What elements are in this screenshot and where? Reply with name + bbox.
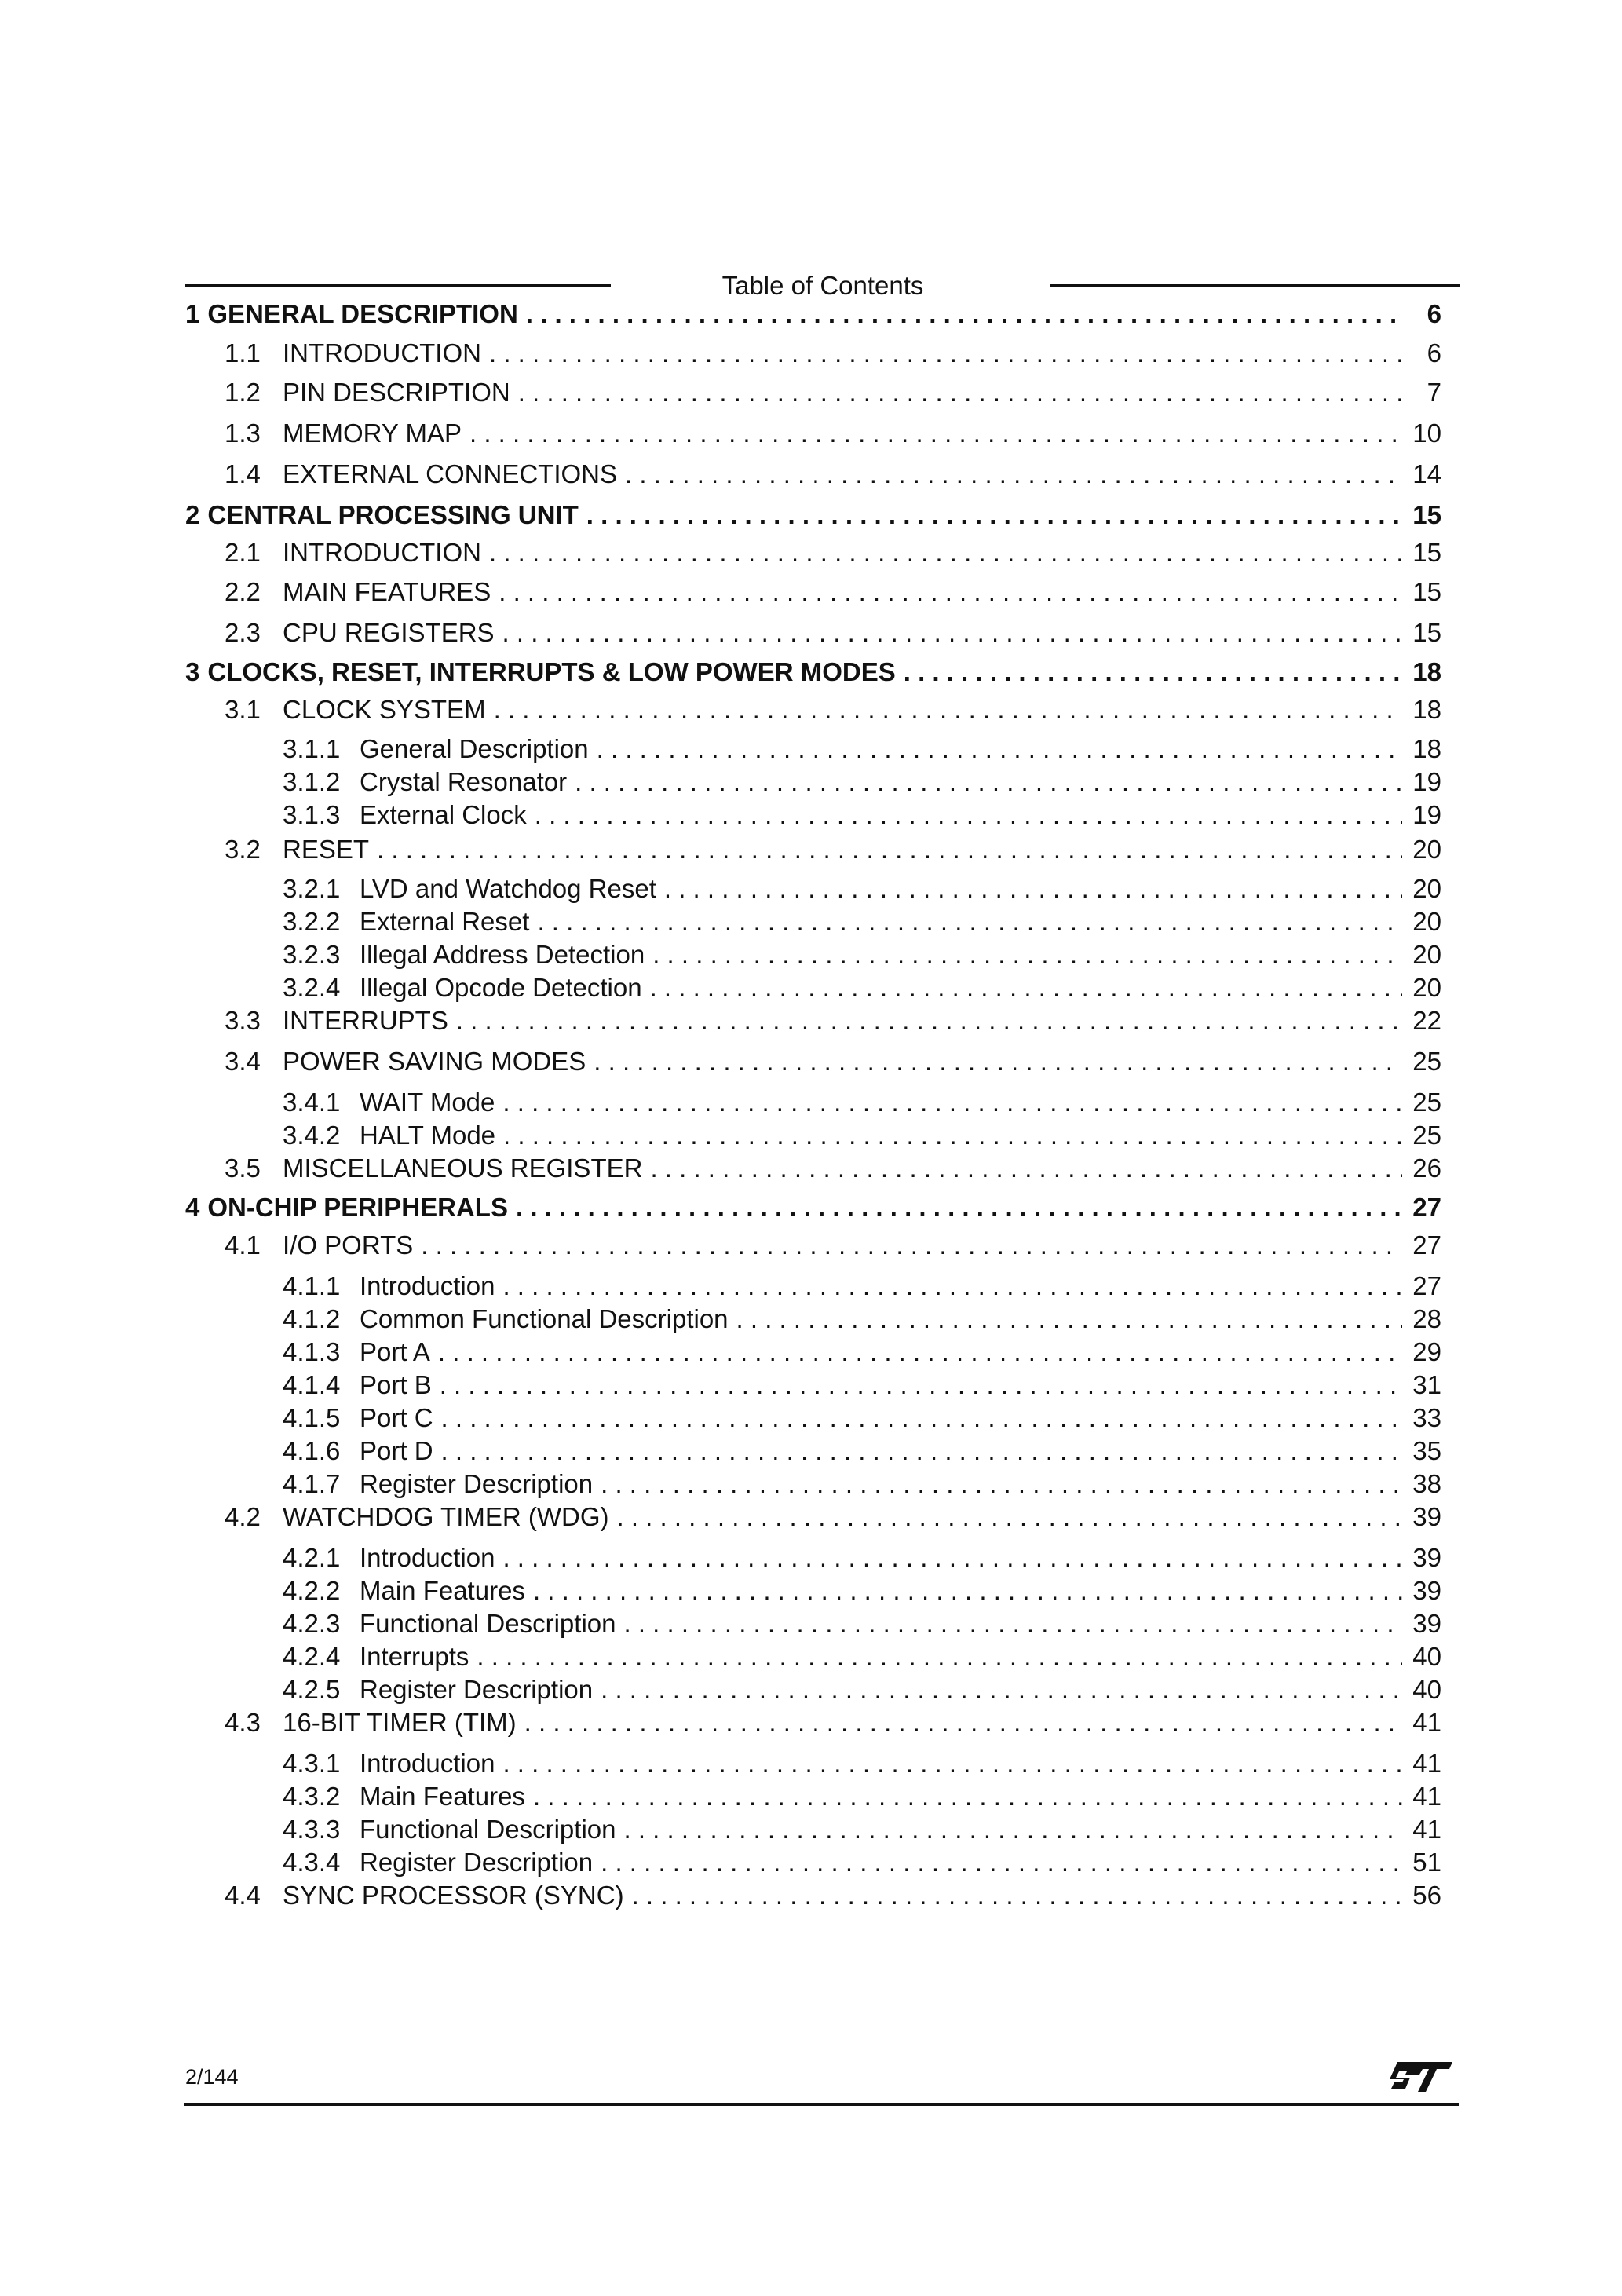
dot-leader <box>617 1502 1403 1532</box>
toc-entry-page: 51 <box>1412 1848 1441 1877</box>
dot-leader <box>597 734 1402 764</box>
dot-leader <box>456 1006 1402 1036</box>
toc-entry-title: LVD and Watchdog Reset <box>360 874 656 903</box>
footer-page-number: 2/144 <box>185 2065 239 2089</box>
toc-entry[interactable] <box>185 656 1441 688</box>
toc-entry-number: 4.3.4 <box>283 1848 341 1877</box>
toc-entry-title: Introduction <box>360 1271 495 1300</box>
toc-entry[interactable] <box>225 1005 1441 1036</box>
toc-entry-page: 19 <box>1412 800 1441 829</box>
toc-entry-page: 27 <box>1412 1271 1441 1300</box>
toc-entry[interactable] <box>283 1781 1441 1812</box>
toc-entry[interactable] <box>283 1270 1441 1302</box>
st-logo-icon <box>1390 2059 1454 2095</box>
dot-leader <box>533 1782 1402 1812</box>
toc-entry[interactable] <box>185 298 1441 330</box>
toc-entry-title: Main Features <box>360 1576 525 1605</box>
toc-entry-number: 2.2 <box>225 577 261 606</box>
toc-entry-title: Interrupts <box>360 1642 469 1671</box>
toc-entry-number: 4.2.2 <box>283 1576 341 1605</box>
toc-entry-title: Illegal Address Detection <box>360 940 645 969</box>
toc-entry-title: CLOCKS, RESET, INTERRUPTS & LOW POWER MODES <box>207 657 896 686</box>
toc-entry-title: Crystal Resonator <box>360 767 568 796</box>
toc-entry-title: External Reset <box>360 907 530 936</box>
toc-entry-title: Port D <box>360 1436 433 1465</box>
toc-entry-number: 3.1.3 <box>283 800 341 829</box>
toc-entry-page: 20 <box>1412 874 1441 903</box>
toc-entry-number: 2 <box>185 500 200 529</box>
toc-entry-page: 20 <box>1412 835 1441 864</box>
toc-entry-title: Main Features <box>360 1782 525 1811</box>
toc-entry-page: 20 <box>1412 940 1441 969</box>
toc-entry-number: 4.1.5 <box>283 1403 341 1432</box>
dot-leader <box>477 1642 1402 1672</box>
toc-entry-page: 7 <box>1427 378 1441 407</box>
dot-leader <box>526 299 1402 329</box>
toc-entry-title: CENTRAL PROCESSING UNIT <box>207 500 579 529</box>
toc-entry[interactable] <box>225 1153 1441 1184</box>
toc-entry-title: WAIT Mode <box>360 1088 495 1117</box>
dot-leader <box>489 338 1402 368</box>
toc-entry-number: 4.4 <box>225 1881 261 1910</box>
toc-entry-page: 20 <box>1412 973 1441 1002</box>
dot-leader <box>438 1337 1402 1367</box>
toc-entry-page: 19 <box>1412 767 1441 796</box>
dot-leader <box>533 1576 1402 1606</box>
dot-leader <box>441 1436 1402 1466</box>
toc-entry-title: HALT Mode <box>360 1121 496 1150</box>
toc-entry-title: INTERRUPTS <box>283 1006 448 1035</box>
toc-entry-number: 4.1.7 <box>283 1469 341 1498</box>
toc-entry-number: 1.2 <box>225 378 261 407</box>
toc-entry-page: 15 <box>1412 577 1441 606</box>
toc-entry-number: 4.3.1 <box>283 1749 341 1778</box>
toc-entry-page: 15 <box>1412 538 1441 567</box>
toc-entry-number: 4.1.4 <box>283 1370 341 1399</box>
toc-entry-number: 3 <box>185 657 200 686</box>
toc-entry-number: 4.1.2 <box>283 1304 341 1333</box>
dot-leader <box>469 419 1402 448</box>
dot-leader <box>535 800 1402 830</box>
dot-leader <box>904 657 1402 687</box>
dot-leader <box>524 1708 1402 1738</box>
toc-entry-page: 35 <box>1412 1436 1441 1465</box>
dot-leader <box>502 618 1402 648</box>
toc-entry-number: 4 <box>185 1193 200 1222</box>
toc-entry-title: POWER SAVING MODES <box>283 1047 586 1076</box>
dot-leader <box>377 835 1402 865</box>
dot-leader <box>502 1543 1402 1573</box>
toc-entry-page: 39 <box>1412 1609 1441 1638</box>
toc-entry[interactable] <box>225 1707 1441 1738</box>
toc-entry-number: 1.4 <box>225 459 261 488</box>
toc-entry-title: SYNC PROCESSOR (SYNC) <box>283 1881 624 1910</box>
toc-entry-number: 4.1.3 <box>283 1337 341 1366</box>
dot-leader <box>503 1121 1402 1150</box>
toc-entry[interactable] <box>225 694 1441 726</box>
toc-entry[interactable] <box>283 972 1441 1004</box>
toc-entry-page: 18 <box>1412 695 1441 724</box>
dot-leader <box>586 500 1402 530</box>
toc-entry-title: I/O PORTS <box>283 1230 414 1260</box>
toc-entry-number: 4.1.6 <box>283 1436 341 1465</box>
toc-entry[interactable] <box>283 1468 1441 1500</box>
toc-entry[interactable] <box>283 1814 1441 1845</box>
dot-leader <box>650 1153 1402 1183</box>
toc-entry-page: 10 <box>1412 419 1441 448</box>
toc-entry-title: ON-CHIP PERIPHERALS <box>207 1193 508 1222</box>
toc-entry[interactable] <box>283 939 1441 971</box>
toc-entry[interactable] <box>283 1674 1441 1706</box>
toc-entry-page: 27 <box>1412 1230 1441 1260</box>
toc-entry-number: 3.2.2 <box>283 907 341 936</box>
toc-entry[interactable] <box>283 766 1441 798</box>
toc-entry-title: Functional Description <box>360 1609 616 1638</box>
toc-entry-page: 25 <box>1412 1047 1441 1076</box>
toc-entry-number: 2.3 <box>225 618 261 647</box>
toc-entry-title: General Description <box>360 734 589 763</box>
toc-entry-number: 4.2 <box>225 1502 261 1531</box>
toc-entry[interactable] <box>283 1336 1441 1368</box>
toc-entry-page: 15 <box>1412 618 1441 647</box>
toc-entry-page: 40 <box>1412 1675 1441 1704</box>
toc-entry-number: 1.3 <box>225 419 261 448</box>
toc-entry-page: 25 <box>1412 1088 1441 1117</box>
toc-entry-page: 39 <box>1412 1502 1441 1531</box>
toc-entry[interactable] <box>283 1575 1441 1607</box>
toc-entry[interactable] <box>283 1641 1441 1673</box>
toc-entry[interactable] <box>283 1087 1441 1118</box>
dot-leader <box>664 874 1402 904</box>
toc-entry[interactable] <box>283 733 1441 765</box>
toc-entry[interactable] <box>283 1369 1441 1401</box>
toc-entry-number: 3.4.2 <box>283 1121 341 1150</box>
toc-entry-title: Introduction <box>360 1749 495 1778</box>
toc-entry-page: 27 <box>1412 1193 1441 1222</box>
toc-entry-title: CLOCK SYSTEM <box>283 695 486 724</box>
toc-entry-title: GENERAL DESCRIPTION <box>207 299 518 328</box>
dot-leader <box>601 1675 1402 1705</box>
toc-entry[interactable] <box>185 1192 1441 1223</box>
toc-entry[interactable] <box>225 338 1441 369</box>
toc-entry-number: 3.2 <box>225 835 261 864</box>
toc-entry-title: Illegal Opcode Detection <box>360 973 642 1002</box>
toc-entry-number: 3.5 <box>225 1153 261 1183</box>
dot-leader <box>632 1881 1402 1910</box>
toc-entry-title: Register Description <box>360 1675 594 1704</box>
page-title: Table of Contents <box>721 271 924 300</box>
toc-entry[interactable] <box>225 1046 1441 1077</box>
toc-entry-page: 18 <box>1412 657 1441 686</box>
toc-entry-number: 1.1 <box>225 338 261 367</box>
dot-leader <box>736 1304 1402 1334</box>
toc-entry-number: 4.1 <box>225 1230 261 1260</box>
toc-entry-title: Register Description <box>360 1469 594 1498</box>
toc-entry-title: External Clock <box>360 800 527 829</box>
toc-entry-title: Register Description <box>360 1848 594 1877</box>
toc-entry-number: 3.2.3 <box>283 940 341 969</box>
toc-entry-page: 22 <box>1412 1006 1441 1035</box>
toc-entry-number: 2.1 <box>225 538 261 567</box>
toc-entry-number: 3.2.1 <box>283 874 341 903</box>
toc-entry-number: 3.1 <box>225 695 261 724</box>
toc-entry[interactable] <box>283 1847 1441 1878</box>
toc-entry-page: 18 <box>1412 734 1441 763</box>
toc-entry-title: EXTERNAL CONNECTIONS <box>283 459 618 488</box>
toc-entry-number: 4.3.3 <box>283 1815 341 1844</box>
dot-leader <box>601 1469 1402 1499</box>
toc-entry-page: 6 <box>1427 299 1441 328</box>
toc-entry-title: MISCELLANEOUS REGISTER <box>283 1153 643 1183</box>
toc-entry[interactable] <box>225 459 1441 490</box>
toc-entry-number: 3.1.2 <box>283 767 341 796</box>
toc-entry-page: 28 <box>1412 1304 1441 1333</box>
toc-entry-page: 39 <box>1412 1576 1441 1605</box>
toc-entry-page: 41 <box>1412 1815 1441 1844</box>
toc-entry-title: Port C <box>360 1403 433 1432</box>
toc-entry[interactable] <box>225 377 1441 408</box>
dot-leader <box>441 1403 1402 1433</box>
toc-entry-number: 4.1.1 <box>283 1271 341 1300</box>
toc-entry-page: 33 <box>1412 1403 1441 1432</box>
dot-leader <box>625 459 1402 489</box>
toc-entry-page: 56 <box>1412 1881 1441 1910</box>
toc-entry-title: Port A <box>360 1337 430 1366</box>
toc-entry-page: 31 <box>1412 1370 1441 1399</box>
toc-entry-title: PIN DESCRIPTION <box>283 378 510 407</box>
toc-entry-number: 4.3 <box>225 1708 261 1737</box>
toc-entry[interactable] <box>283 1120 1441 1151</box>
toc-entry-number: 3.3 <box>225 1006 261 1035</box>
toc-entry[interactable] <box>225 576 1441 608</box>
toc-entry-number: 4.2.5 <box>283 1675 341 1704</box>
dot-leader <box>575 767 1402 797</box>
dot-leader <box>601 1848 1402 1877</box>
toc-entry-page: 40 <box>1412 1642 1441 1671</box>
toc-entry[interactable] <box>283 1748 1441 1779</box>
toc-entry-page: 29 <box>1412 1337 1441 1366</box>
toc-entry-title: MEMORY MAP <box>283 419 462 448</box>
dot-leader <box>502 1088 1402 1117</box>
dot-leader <box>594 1047 1402 1077</box>
toc-entry-title: RESET <box>283 835 370 864</box>
toc-entry-number: 4.3.2 <box>283 1782 341 1811</box>
toc-entry[interactable] <box>283 1303 1441 1335</box>
toc-entry[interactable] <box>283 1542 1441 1574</box>
toc-entry-number: 1 <box>185 299 200 328</box>
dot-leader <box>624 1815 1403 1844</box>
dot-leader <box>502 1271 1402 1301</box>
toc-entry-number: 3.2.4 <box>283 973 341 1002</box>
dot-leader <box>494 695 1402 725</box>
toc-entry-page: 20 <box>1412 907 1441 936</box>
toc-entry-number: 3.4 <box>225 1047 261 1076</box>
toc-entry-title: 16-BIT TIMER (TIM) <box>283 1708 517 1737</box>
dot-leader <box>421 1230 1402 1260</box>
toc-entry[interactable] <box>225 1880 1441 1911</box>
toc-entry-page: 39 <box>1412 1543 1441 1572</box>
toc-entry[interactable] <box>185 499 1441 531</box>
toc-entry-number: 4.2.4 <box>283 1642 341 1671</box>
toc-entry-title: CPU REGISTERS <box>283 618 495 647</box>
toc-entry[interactable] <box>283 799 1441 831</box>
toc-entry[interactable] <box>283 906 1441 938</box>
dot-leader <box>652 940 1402 970</box>
toc-entry[interactable] <box>225 834 1441 865</box>
toc-entry-page: 6 <box>1427 338 1441 367</box>
toc-entry-page: 14 <box>1412 459 1441 488</box>
toc-entry-page: 38 <box>1412 1469 1441 1498</box>
toc-entry-title: Common Functional Description <box>360 1304 729 1333</box>
toc-entry-page: 15 <box>1412 500 1441 529</box>
toc-entry-page: 26 <box>1412 1153 1441 1183</box>
toc-entry-number: 3.4.1 <box>283 1088 341 1117</box>
toc-entry[interactable] <box>225 617 1441 649</box>
toc-entry[interactable] <box>283 1435 1441 1467</box>
toc-entry-page: 41 <box>1412 1749 1441 1778</box>
toc-entry-page: 25 <box>1412 1121 1441 1150</box>
toc-entry-title: INTRODUCTION <box>283 338 481 367</box>
toc-entry-title: Functional Description <box>360 1815 616 1844</box>
toc-entry-title: MAIN FEATURES <box>283 577 491 606</box>
dot-leader <box>518 378 1402 408</box>
dot-leader <box>499 577 1402 607</box>
toc-entry[interactable] <box>225 418 1441 449</box>
dot-leader <box>624 1609 1403 1639</box>
dot-leader <box>489 538 1402 568</box>
dot-leader <box>502 1749 1402 1779</box>
toc-entry[interactable] <box>225 1501 1441 1533</box>
dot-leader <box>440 1370 1402 1400</box>
toc-entry-title: Introduction <box>360 1543 495 1572</box>
toc-entry[interactable] <box>225 1230 1441 1261</box>
footer-rule <box>184 2103 1459 2106</box>
toc-entry[interactable] <box>283 1402 1441 1434</box>
toc-entry-number: 3.1.1 <box>283 734 341 763</box>
toc-entry-title: Port B <box>360 1370 432 1399</box>
dot-leader <box>650 973 1402 1003</box>
toc-entry-number: 4.2.3 <box>283 1609 341 1638</box>
toc-entry-title: INTRODUCTION <box>283 538 481 567</box>
toc-entry-title: WATCHDOG TIMER (WDG) <box>283 1502 609 1531</box>
toc-entry[interactable] <box>225 537 1441 569</box>
toc-entry-page: 41 <box>1412 1708 1441 1737</box>
toc-entry[interactable] <box>283 1608 1441 1640</box>
dot-leader <box>537 907 1402 937</box>
toc-entry-page: 41 <box>1412 1782 1441 1811</box>
toc-entry-number: 4.2.1 <box>283 1543 341 1572</box>
dot-leader <box>516 1193 1402 1223</box>
toc-entry[interactable] <box>283 873 1441 905</box>
